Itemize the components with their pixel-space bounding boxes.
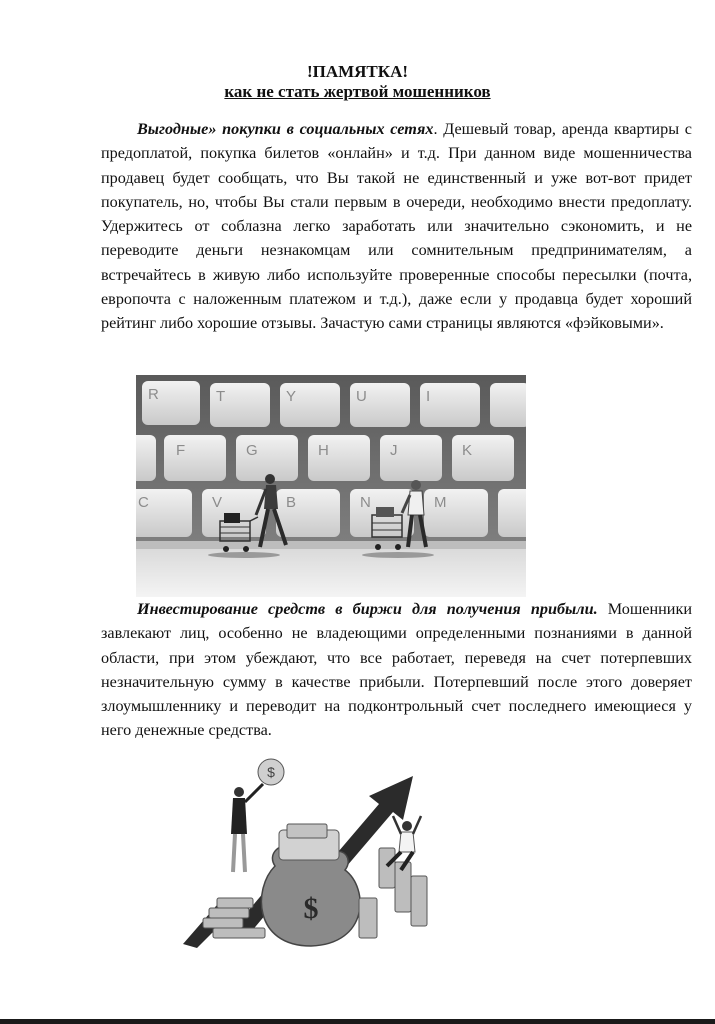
investing-lead: Инвестирование средств в биржи для получения прибыли. [137,600,598,618]
key-letter: T [216,388,226,405]
shopping-body: . Дешевый товар, аренда квартиры с предоплатой, покупка билетов «онлайн» и т.д. При данном виде мошенничества продавец будет сообщать, что Вы такой не единственный и уже вот-вот придет покупатель, но, чтобы Вы стали первым в очереди, необходимо внести предоплату. Удержитесь от соблазна легко заработать или значительно сэкономить, и не переводите деньги незнакомцам или сомнительным предпринимателям, а встречайтесь в живую либо используйте проверенные способы пересылки (почта, европочта с наложенным платежом и т.д.), даже если у продавца будет хороший рейтинг либо хорошие отзывы. Зачастую сами страницы являются «фэйковыми». [101,120,692,333]
key-letter: C [138,494,149,511]
key-letter: V [212,494,223,511]
key-letter: B [286,494,297,511]
memo-subtitle: как не стать жертвой мошенников [224,82,491,101]
shopping-lead: Выгодные» покупки в социальных сетях [137,120,434,138]
keyboard-shoppers-image [136,375,526,597]
scan-edge-line [0,1019,715,1024]
shopping-paragraph [101,117,692,336]
key-letter: K [462,442,473,459]
investment-illustration [183,748,443,948]
money-bag-icon [261,824,360,946]
key-letter: F [176,442,186,459]
woman-figure [387,816,421,870]
key-row-top [142,381,526,427]
key-letter: N [360,494,371,511]
investing-paragraph [101,597,692,743]
key-letter: M [434,494,447,511]
key-letter: G [246,442,258,459]
investing-body: Мошенники завлекают лиц, особенно не владеющими определенными познаниями в данной области, при этом убеждают, что все работает, переведя на счет потерпевших незначительную сумму в качестве прибыли. Потерпевший после этого доверяет злоумышленнику и переводит на подконтрольный счет последнего имеющиеся у него денежные средства. [101,600,692,740]
key-letter: I [426,388,431,405]
desk-surface [136,545,526,597]
dollar-sign-icon: $ [303,892,319,925]
memo-title: !ПАМЯТКА! [306,62,409,81]
key-letter: Y [286,388,297,405]
key-letter: R [148,386,159,403]
key-letter: U [356,388,367,405]
key-letter: J [390,442,398,459]
key-letter: H [318,442,329,459]
coin-dollar-icon: $ [267,764,275,780]
